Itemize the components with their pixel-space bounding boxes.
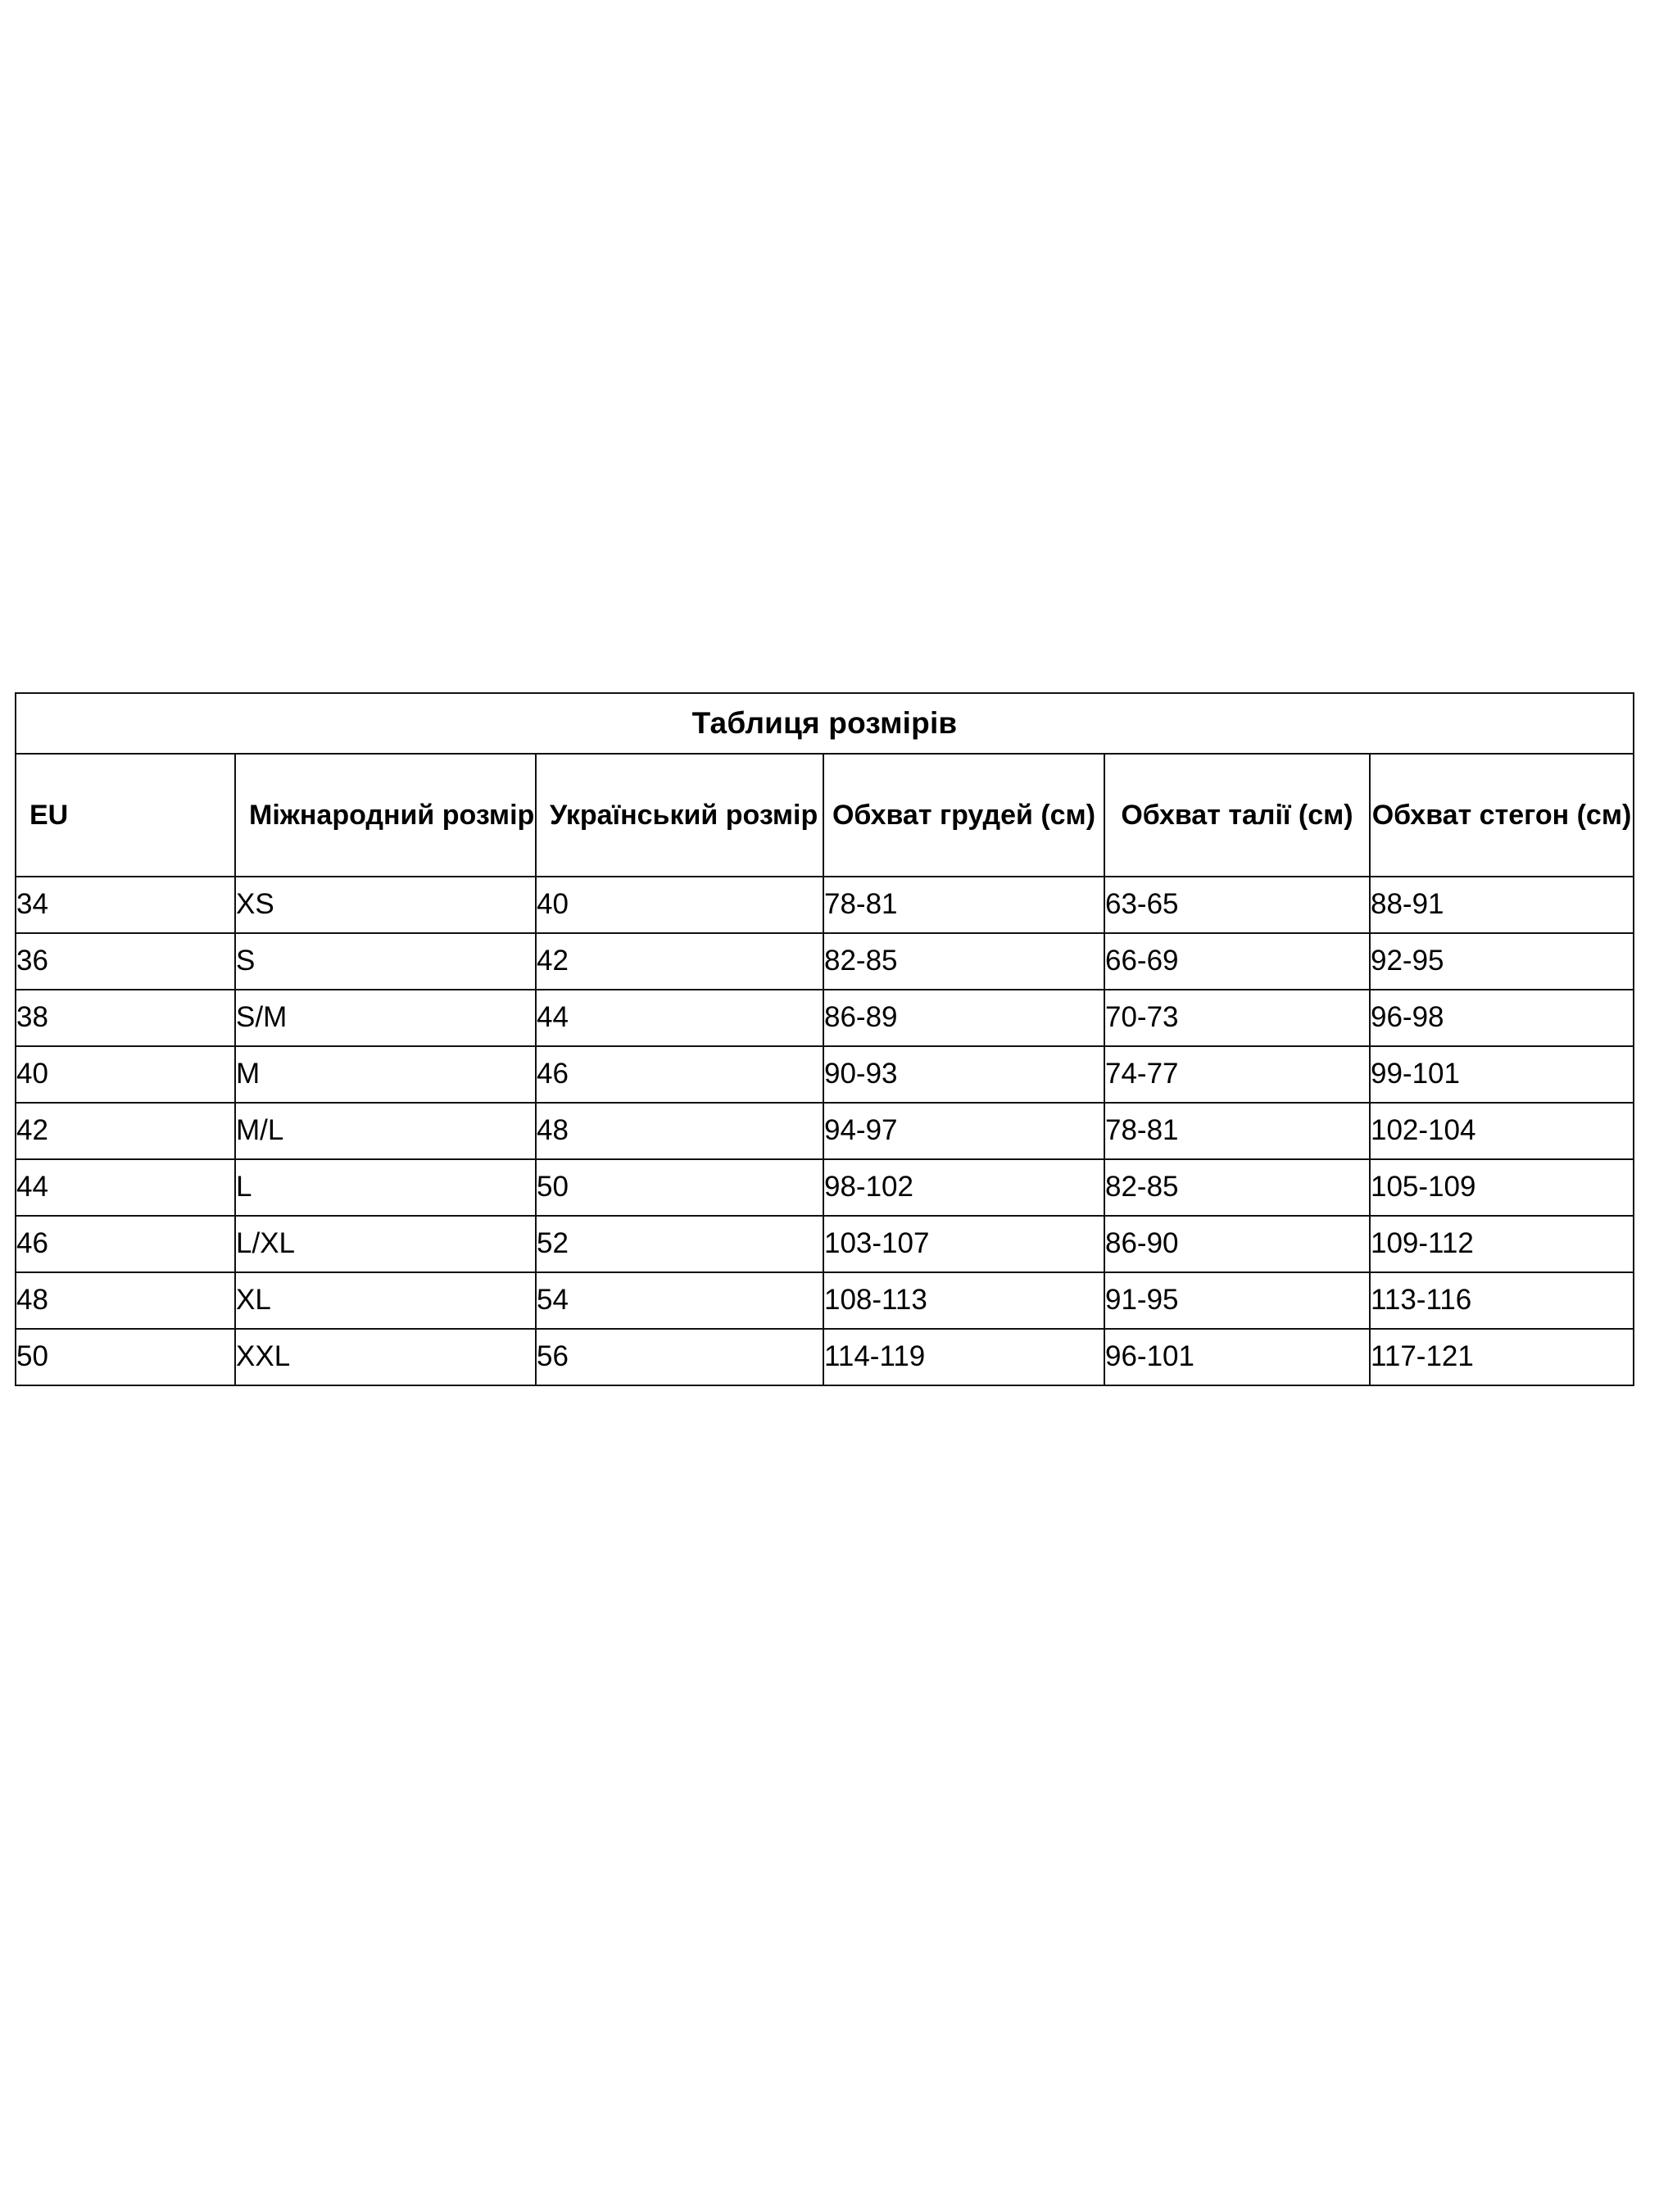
size-chart-container xyxy=(15,692,1645,1386)
cell-hip: 96-98 xyxy=(1370,990,1634,1046)
table-row xyxy=(16,933,1634,990)
table-row xyxy=(16,877,1634,933)
cell-waist: 74-77 xyxy=(1104,1046,1370,1103)
cell-international-size: M/L xyxy=(235,1103,536,1159)
cell-eu: 48 xyxy=(16,1272,235,1329)
cell-chest: 108-113 xyxy=(823,1272,1104,1329)
cell-eu: 40 xyxy=(16,1046,235,1103)
cell-waist: 96-101 xyxy=(1104,1329,1370,1385)
column-header-eu: EU xyxy=(16,754,235,877)
cell-waist: 78-81 xyxy=(1104,1103,1370,1159)
cell-eu: 38 xyxy=(16,990,235,1046)
cell-chest: 82-85 xyxy=(823,933,1104,990)
cell-hip: 117-121 xyxy=(1370,1329,1634,1385)
cell-ukrainian-size: 50 xyxy=(536,1159,823,1216)
cell-ukrainian-size: 46 xyxy=(536,1046,823,1103)
cell-international-size: L xyxy=(235,1159,536,1216)
cell-waist: 86-90 xyxy=(1104,1216,1370,1272)
table-row xyxy=(16,990,1634,1046)
size-chart-table xyxy=(15,692,1634,1386)
cell-ukrainian-size: 40 xyxy=(536,877,823,933)
cell-waist: 70-73 xyxy=(1104,990,1370,1046)
cell-hip: 113-116 xyxy=(1370,1272,1634,1329)
cell-chest: 78-81 xyxy=(823,877,1104,933)
cell-hip: 99-101 xyxy=(1370,1046,1634,1103)
cell-eu: 42 xyxy=(16,1103,235,1159)
cell-eu: 44 xyxy=(16,1159,235,1216)
cell-hip: 92-95 xyxy=(1370,933,1634,990)
cell-ukrainian-size: 52 xyxy=(536,1216,823,1272)
cell-hip: 88-91 xyxy=(1370,877,1634,933)
cell-waist: 82-85 xyxy=(1104,1159,1370,1216)
table-row xyxy=(16,1329,1634,1385)
cell-international-size: XS xyxy=(235,877,536,933)
table-row xyxy=(16,1159,1634,1216)
cell-international-size: L/XL xyxy=(235,1216,536,1272)
column-header-hip: Обхват стегон (см) xyxy=(1370,754,1634,877)
cell-ukrainian-size: 42 xyxy=(536,933,823,990)
table-header-row xyxy=(16,754,1634,877)
page-title: Таблиця розмірів xyxy=(16,693,1634,754)
column-header-chest: Обхват грудей (см) xyxy=(823,754,1104,877)
cell-eu: 46 xyxy=(16,1216,235,1272)
cell-ukrainian-size: 44 xyxy=(536,990,823,1046)
column-header-international-size: Міжнародний розмір xyxy=(235,754,536,877)
column-header-ukrainian-size: Український розмір xyxy=(536,754,823,877)
cell-waist: 91-95 xyxy=(1104,1272,1370,1329)
table-row xyxy=(16,1216,1634,1272)
table-title-row xyxy=(16,693,1634,754)
cell-waist: 66-69 xyxy=(1104,933,1370,990)
column-header-waist: Обхват талії (см) xyxy=(1104,754,1370,877)
cell-hip: 109-112 xyxy=(1370,1216,1634,1272)
cell-hip: 102-104 xyxy=(1370,1103,1634,1159)
cell-hip: 105-109 xyxy=(1370,1159,1634,1216)
cell-eu: 34 xyxy=(16,877,235,933)
cell-eu: 50 xyxy=(16,1329,235,1385)
cell-chest: 90-93 xyxy=(823,1046,1104,1103)
cell-international-size: M xyxy=(235,1046,536,1103)
cell-chest: 94-97 xyxy=(823,1103,1104,1159)
cell-ukrainian-size: 56 xyxy=(536,1329,823,1385)
cell-international-size: XL xyxy=(235,1272,536,1329)
cell-international-size: S xyxy=(235,933,536,990)
cell-international-size: XXL xyxy=(235,1329,536,1385)
cell-international-size: S/M xyxy=(235,990,536,1046)
cell-ukrainian-size: 48 xyxy=(536,1103,823,1159)
table-row xyxy=(16,1103,1634,1159)
table-row xyxy=(16,1046,1634,1103)
cell-chest: 86-89 xyxy=(823,990,1104,1046)
cell-eu: 36 xyxy=(16,933,235,990)
cell-chest: 114-119 xyxy=(823,1329,1104,1385)
cell-chest: 98-102 xyxy=(823,1159,1104,1216)
cell-chest: 103-107 xyxy=(823,1216,1104,1272)
table-row xyxy=(16,1272,1634,1329)
cell-ukrainian-size: 54 xyxy=(536,1272,823,1329)
cell-waist: 63-65 xyxy=(1104,877,1370,933)
